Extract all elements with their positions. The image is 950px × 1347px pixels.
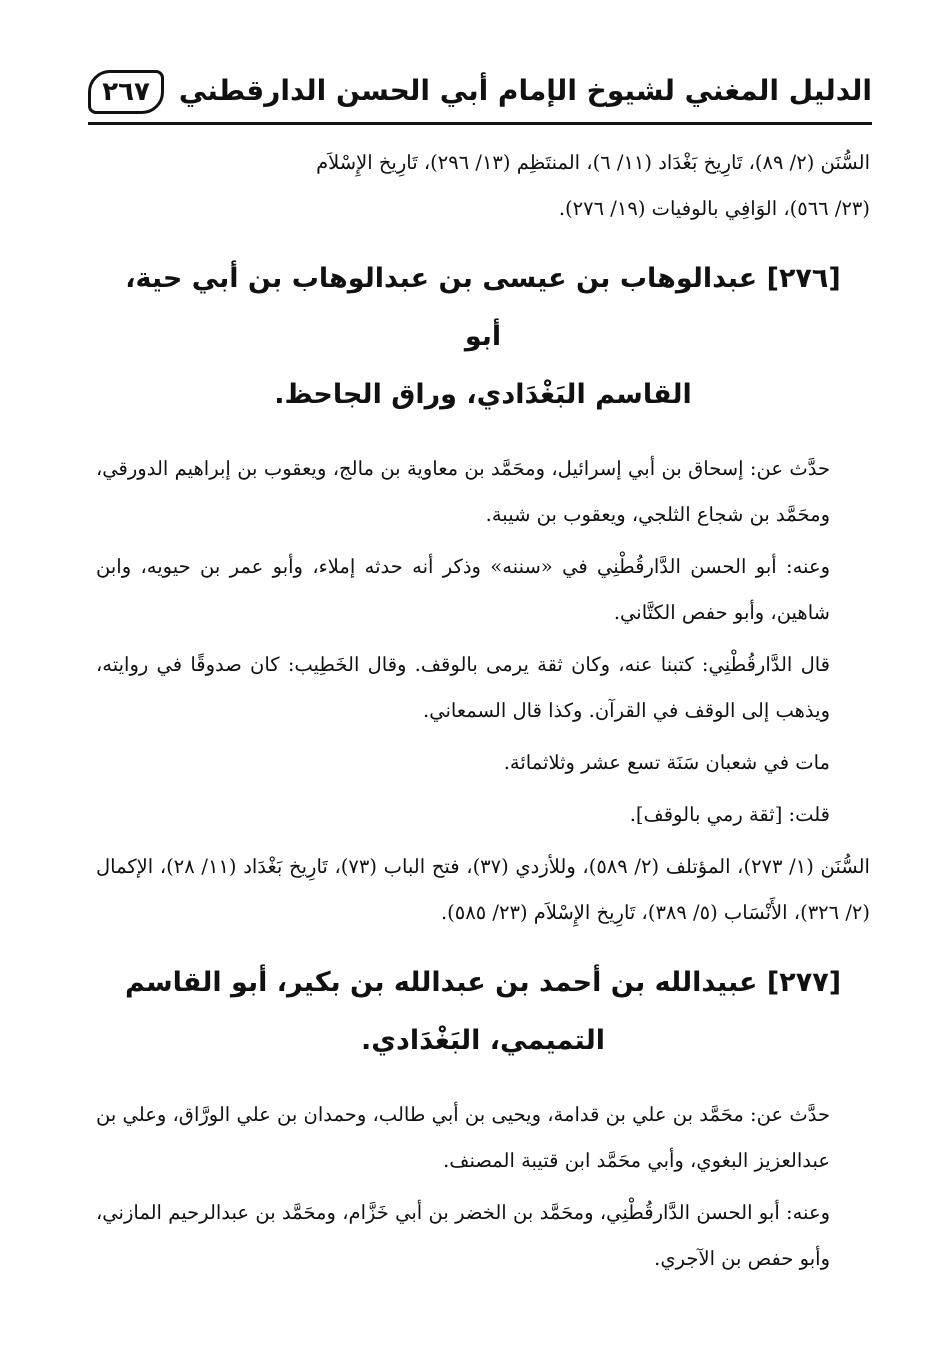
entry-heading-continued: التميمي، البَغْدَادي. xyxy=(361,1025,605,1056)
narrators-from-him-paragraph: وعنه: أبو الحسن الدَّارقُطْنِي، ومحَمَّد بن الخضر بن أبي خَزَّام، ومحَمَّد بن عبدالرحيم المازني، وأبو حفص بن الآجري. xyxy=(96,1201,830,1270)
references-line: السُّنَن (٢/ ٨٩)، تَارِيخ بَغْدَاد (١١/ ٦)، المنتَظِم (١٣/ ٢٩٦)، تَارِيخ الإِسْلاَم xyxy=(316,151,870,174)
page-number: ٢٦٧ xyxy=(88,70,164,114)
narrators-from-him-paragraph: وعنه: أبو الحسن الدَّارقُطْنِي في «سننه» وذكر أنه حدثه إملاء، وأبو عمر بن حيويه، وابن شاهين، وأبو حفص الكتَّاني. xyxy=(96,555,830,624)
entry-276 xyxy=(96,250,870,936)
scholar-opinions-paragraph: قال الدَّارقُطْنِي: كتبنا عنه، وكان ثقة يرمى بالوقف. وقال الخَطِيب: كان صدوقًا في روايته، ويذهب إلى الوقف في القرآن. وكذا قال السمعاني. xyxy=(96,653,830,722)
references-paragraph: السُّنَن (١/ ٢٧٣)، المؤتلف (٢/ ٥٨٩)، وللأزدي (٣٧)، فتح الباب (٧٣)، تَارِيخ بَغْدَاد (١١/ ٢٨)، الإكمال (٢/ ٣٢٦)، الأَنْسَاب (٥/ ٣٨٩)، تَارِيخ الإِسْلاَم (٢٣/ ٥٨٥). xyxy=(96,855,870,924)
narrated-from-paragraph: حدَّث عن: محَمَّد بن علي بن قدامة، ويحيى بن أبي طالب، وحمدان بن علي الورَّاق، وعلي بن عبدالعزيز البغوي، وأبي محَمَّد ابن قتيبة المصنف. xyxy=(96,1103,830,1172)
narrated-from-paragraph: حدَّث عن: إسحاق بن أبي إسرائيل، ومحَمَّد بن معاوية بن مالج، ويعقوب بن إبراهيم الدورقي، ومحَمَّد بن شجاع الثلجي، ويعقوب بن شيبة. xyxy=(96,457,830,526)
page-header xyxy=(88,70,872,126)
previous-entry-references xyxy=(96,140,870,232)
header-rule xyxy=(88,122,872,125)
entry-277 xyxy=(96,954,870,1282)
entry-heading: [٢٧٧] عبيدالله بن أحمد بن عبدالله بن بكير، أبو القاسم xyxy=(124,967,842,998)
death-date-paragraph: مات في شعبان سَنَة تسع عشر وثلاثمائة. xyxy=(503,751,830,774)
author-verdict-paragraph: قلت: [ثقة رمي بالوقف]. xyxy=(629,803,830,826)
entry-heading-continued: القاسم البَغْدَادي، وراق الجاحظ. xyxy=(274,379,692,410)
references-line: (٢٣/ ٥٦٦)، الوَافِي بالوفيات (١٩/ ٢٧٦). xyxy=(558,197,870,220)
entry-heading: [٢٧٦] عبدالوهاب بن عيسى بن عبدالوهاب بن أبي حية، أبو xyxy=(125,263,841,352)
running-title: الدليل المغني لشيوخ الإمام أبي الحسن الدارقطني xyxy=(178,74,872,107)
page-content xyxy=(96,140,870,1288)
